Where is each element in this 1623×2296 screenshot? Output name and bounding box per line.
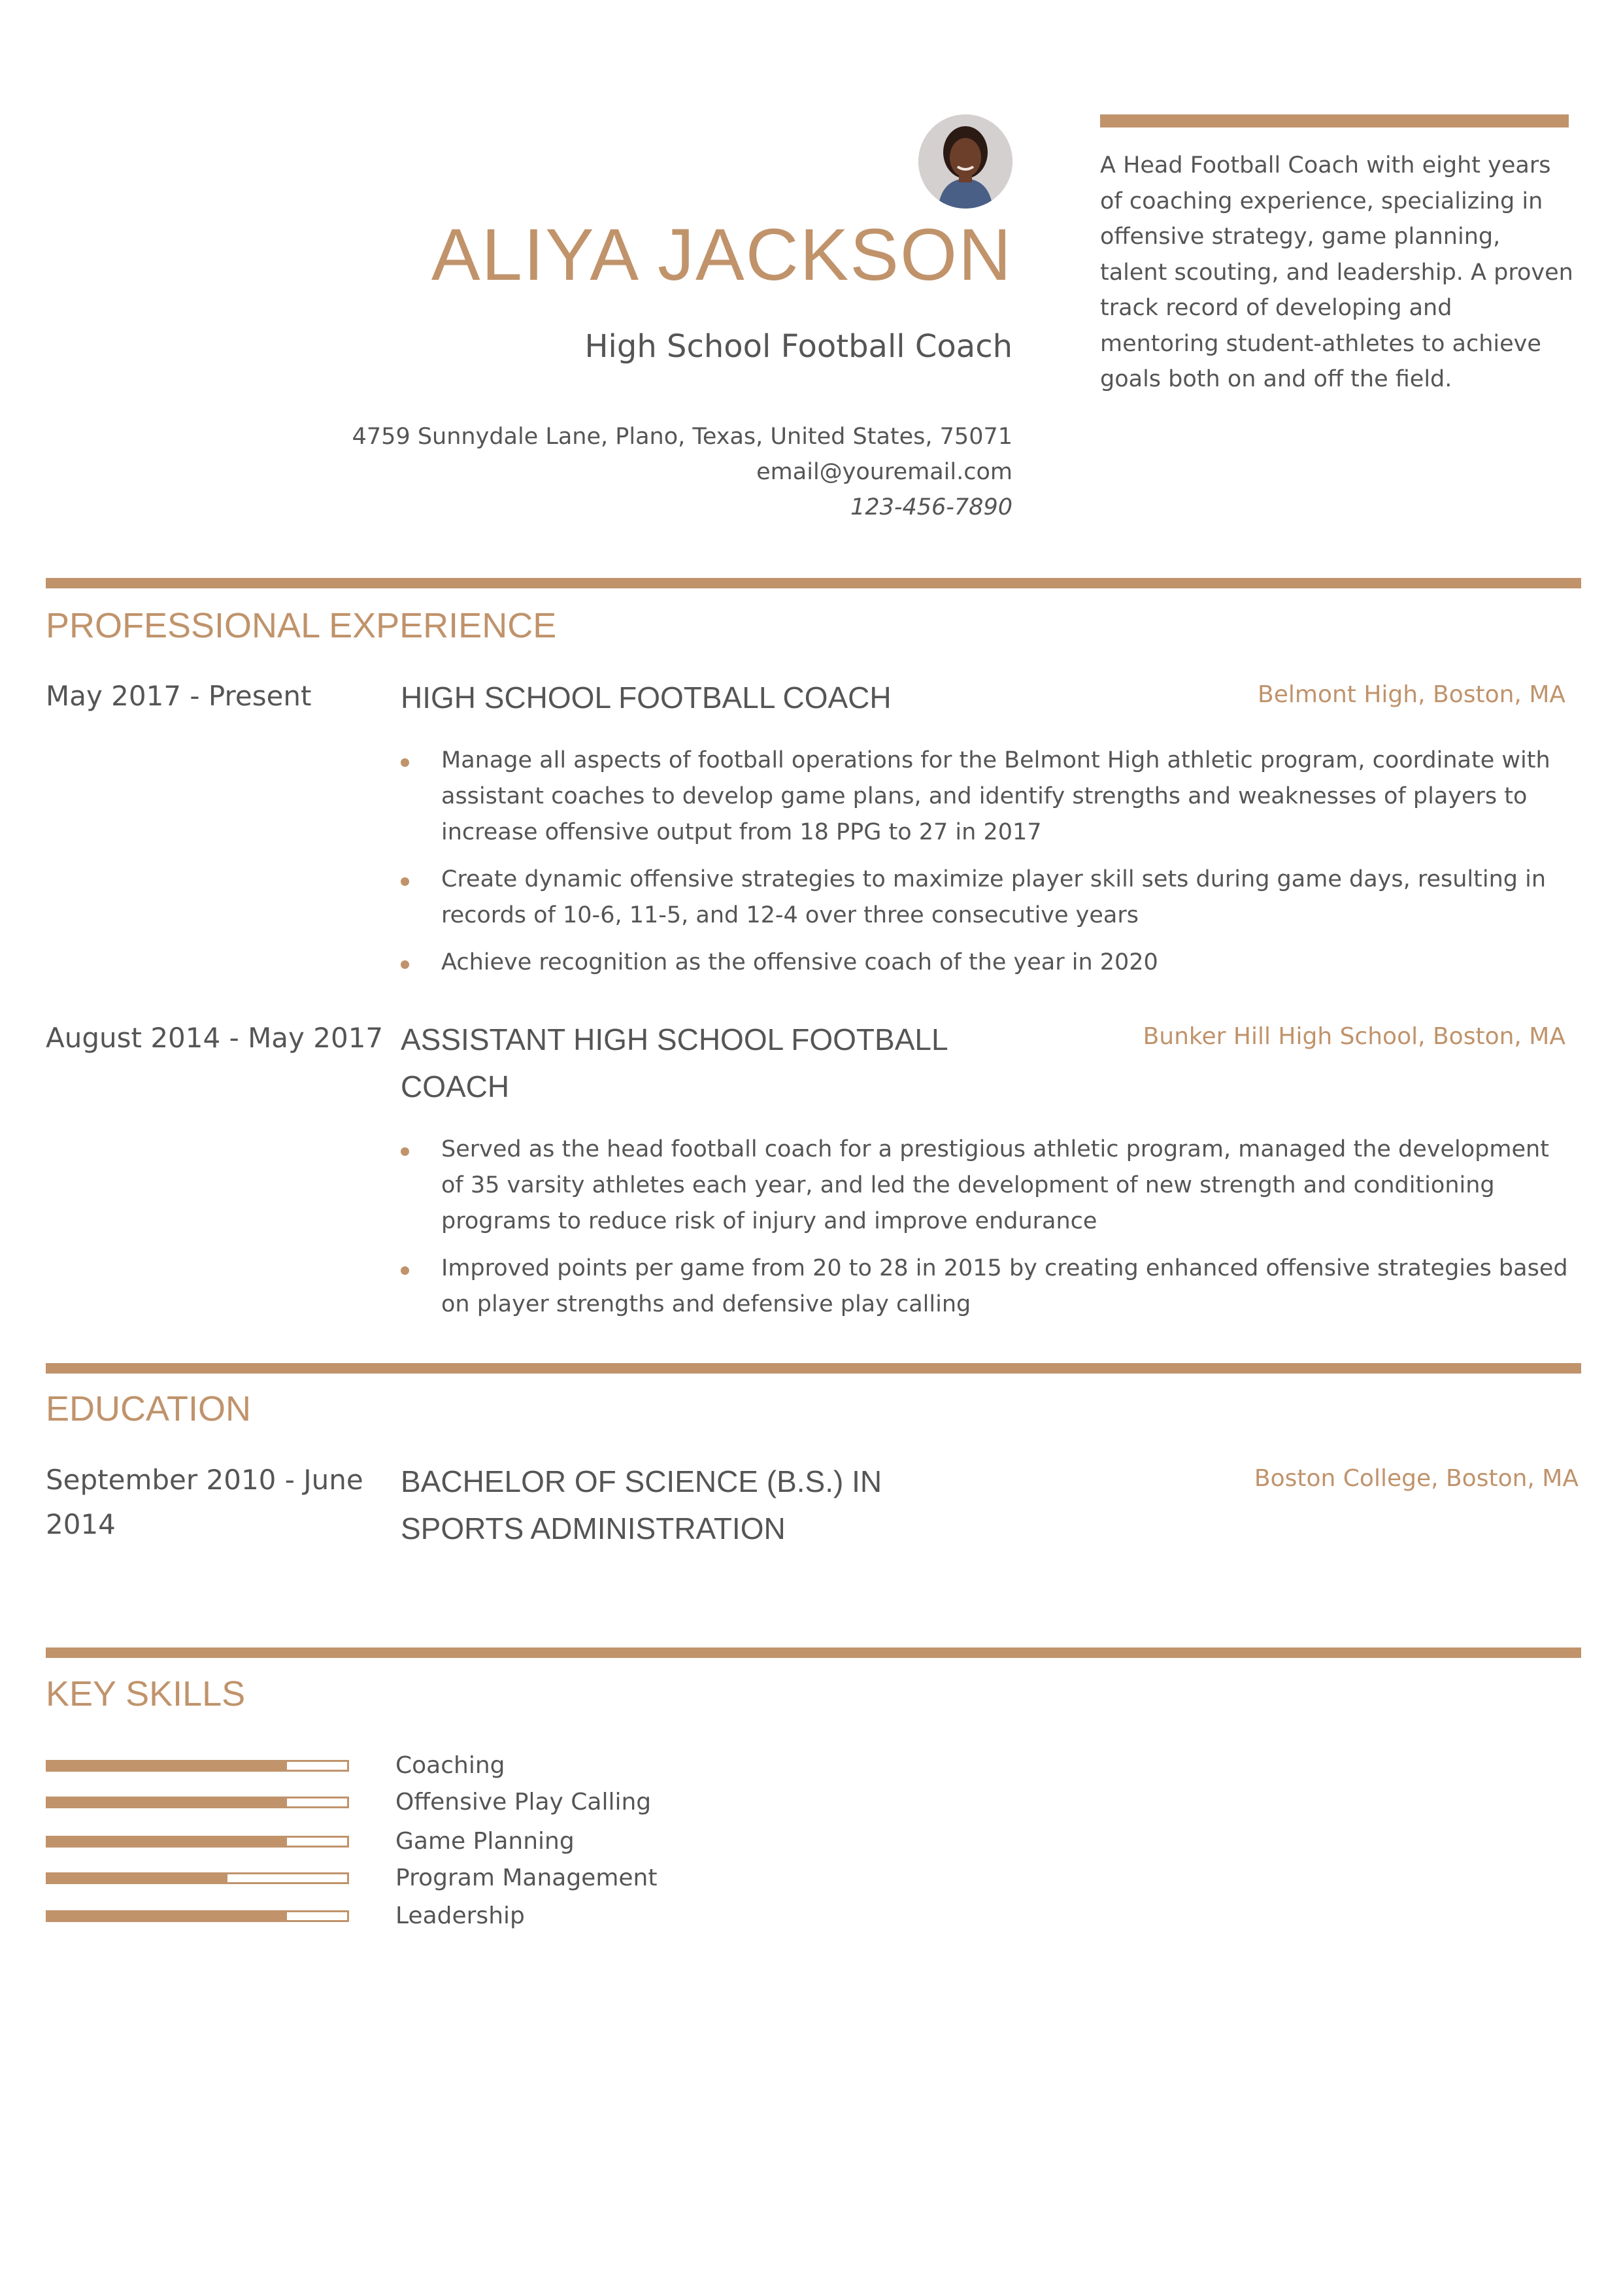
bullet-icon (401, 1266, 409, 1275)
skill-bar (46, 1836, 349, 1848)
skill-bar-fill (48, 1912, 287, 1920)
skill-label: Game Planning (395, 1828, 575, 1855)
phone-number: 123-456-7890 (850, 494, 1012, 520)
bullet-icon (401, 1147, 409, 1156)
experience-org: Belmont High, Boston, MA (1258, 681, 1565, 708)
profile-photo (918, 114, 1012, 209)
list-item: Served as the head football coach for a prestigious athletic program, managed the development of 35 varsity athletes each year, and led the development of new strength and conditioning programs to reduce risk of injury and improve endurance (401, 1132, 1571, 1240)
skill-label: Leadership (395, 1902, 525, 1929)
education-org: Boston College, Boston, MA (1254, 1465, 1579, 1492)
education-degree: BACHELOR OF SCIENCE (B.S.) IN SPORTS ADMINISTRATION (401, 1464, 882, 1545)
bullet-icon (401, 877, 409, 886)
summary-divider (1100, 114, 1569, 127)
bullet-icon (401, 758, 409, 767)
list-item: Create dynamic offensive strategies to maximize player skill sets during game days, resulting in records of 10-6, 11-5, and 12-4 over three consecutive years (401, 862, 1571, 934)
experience-org: Bunker Hill High School, Boston, MA (1143, 1023, 1565, 1050)
section-title-education: EDUCATION (46, 1389, 252, 1428)
skill-label: Offensive Play Calling (395, 1789, 652, 1815)
experience-role: ASSISTANT HIGH SCHOOL FOOTBALL COACH (401, 1022, 947, 1104)
section-divider (46, 1363, 1581, 1374)
bullet-icon (401, 960, 409, 969)
skill-bar-fill (48, 1874, 227, 1882)
list-item: Manage all aspects of football operations for the Belmont High athletic program, coordinate with assistant coaches to develop game plans, and identify strengths and weaknesses of players to increase offensive output from 18 PPG to 27 in 2017 (401, 743, 1571, 851)
skill-bar-fill (48, 1762, 287, 1770)
avatar (918, 114, 1012, 209)
summary-text: A Head Football Coach with eight years of coaching experience, specializing in offensive strategy, game planning, talent scouting, and leadership. A proven track record of developing and mentoring student-athletes to achieve goals both on and off the field. (1100, 152, 1573, 392)
skill-label: Program Management (395, 1865, 658, 1891)
experience-bullets (401, 743, 1571, 992)
address: 4759 Sunnydale Lane, Plano, Texas, United States, 75071 (352, 424, 1012, 450)
skill-bar (46, 1872, 349, 1884)
email-link[interactable]: email@youremail.com (756, 459, 1012, 485)
section-title-skills: KEY SKILLS (46, 1674, 246, 1714)
skill-bar (46, 1910, 349, 1922)
skill-label: Coaching (395, 1752, 505, 1779)
skill-bar (46, 1797, 349, 1808)
list-item: Achieve recognition as the offensive coach of the year in 2020 (401, 945, 1571, 981)
section-divider (46, 1647, 1581, 1658)
candidate-name: ALIYA JACKSON (431, 214, 1012, 295)
job-title: High School Football Coach (584, 328, 1012, 365)
skill-bar-fill (48, 1798, 287, 1806)
experience-dates: August 2014 - May 2017 (46, 1022, 384, 1054)
section-title-experience: PROFESSIONAL EXPERIENCE (46, 606, 557, 645)
skill-bar (46, 1760, 349, 1772)
list-item: Improved points per game from 20 to 28 in 2015 by creating enhanced offensive strategies based on player strengths and defensive play calling (401, 1251, 1571, 1323)
section-divider (46, 578, 1581, 588)
education-dates: September 2010 - June 2014 (46, 1464, 363, 1540)
experience-bullets (401, 1132, 1571, 1334)
experience-dates: May 2017 - Present (46, 680, 312, 712)
experience-role: HIGH SCHOOL FOOTBALL COACH (401, 681, 892, 715)
skill-bar-fill (48, 1838, 287, 1846)
